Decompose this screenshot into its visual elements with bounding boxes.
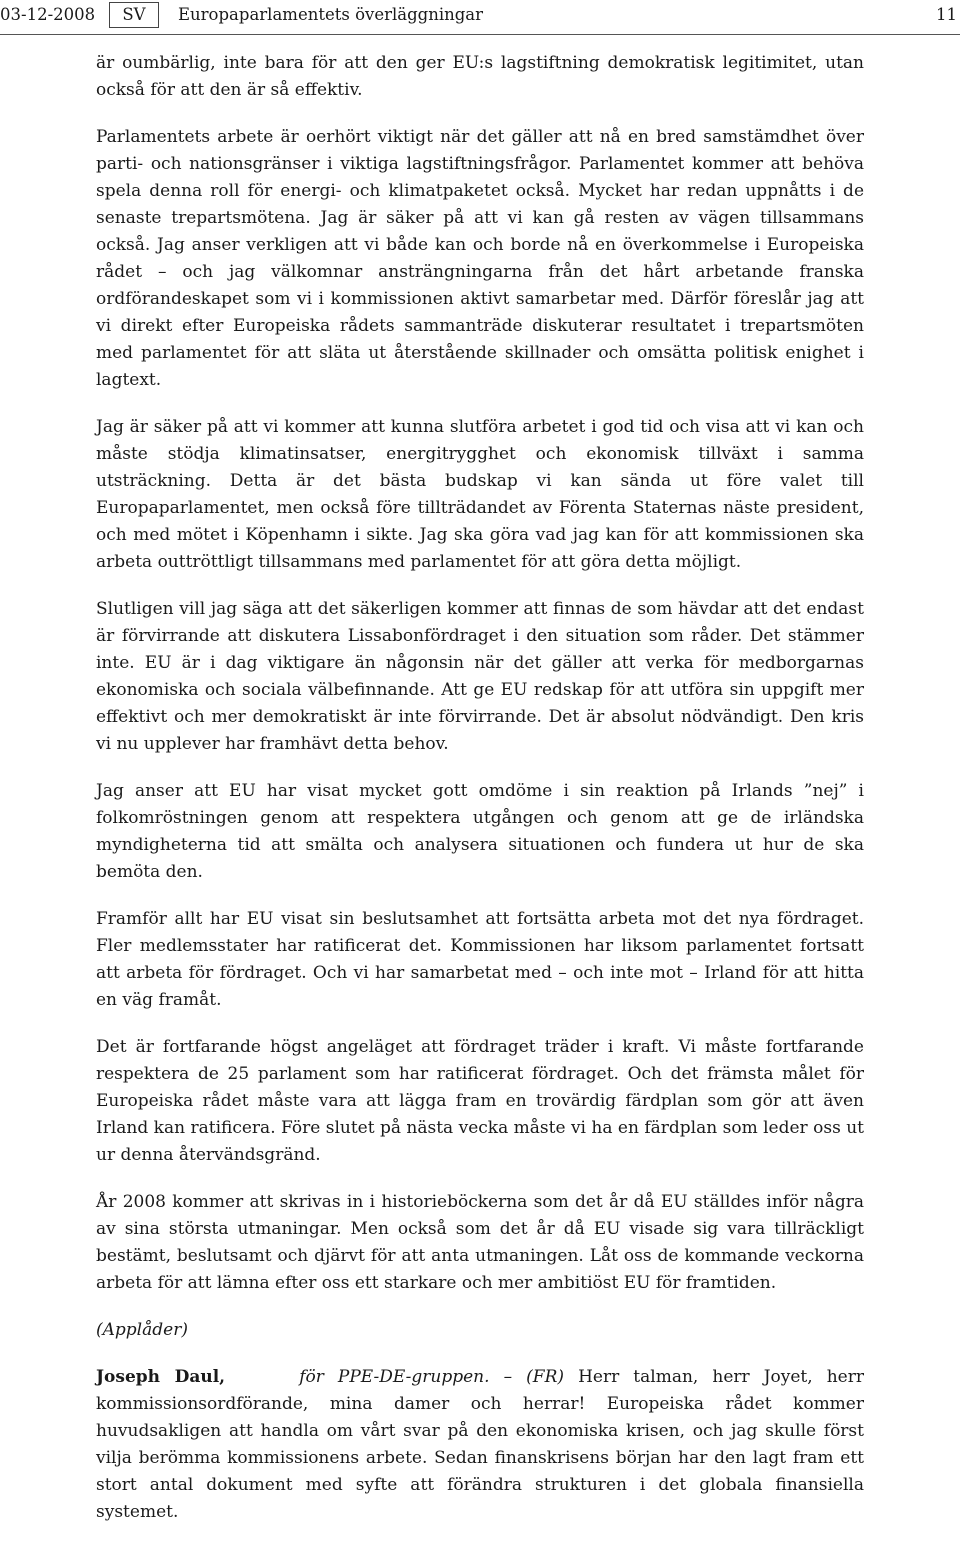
language-badge: SV	[109, 2, 159, 28]
paragraph: Det är fortfarande högst angeläget att fördraget träder i kraft. Vi måste fortfarande respektera de 25 parlament som har ratificerat fördraget. Och det främsta målet för Europeiska rådet måste vara att lägga fram en trovärdig färdplan som gör att även Irland kan ratificera. Före slutet på nästa vecka måste vi ha en färdplan som leder oss ut ur denna återvändsgränd.	[96, 1037, 864, 1165]
paragraph: Jag anser att EU har visat mycket gott omdöme i sin reaktion på Irlands ”nej” i folkomröstningen genom att respektera utgången och genom att ge de irländska myndigheterna tid att smälta och analysera situationen och fundera ut hur de ska bemöta den.	[96, 781, 864, 882]
speech-paragraph	[96, 1364, 864, 1526]
paragraph: Jag är säker på att vi kommer att kunna slutföra arbetet i god tid och visa att vi kan och måste stödja klimatinsatser, energitrygghet och ekonomisk tillväxt i samma utsträckning. Detta är det bästa budskap vi kan sända ut före valet till Europaparlamentet, men också före tillträdandet av Förenta Staternas näste president, och med mötet i Köpenhamn i sikte. Jag ska göra vad jag kan för att kommissionen ska arbeta outtröttligt tillsammans med parlamentet för att göra detta möjligt.	[96, 417, 864, 572]
page-number: 11	[936, 5, 957, 24]
header-date: 03-12-2008	[0, 5, 96, 24]
speaker-name: Joseph Daul,	[96, 1367, 226, 1387]
paragraph: År 2008 kommer att skrivas in i historieböckerna som det år då EU ställdes inför några av sina största utmaningar. Men också som det år då EU visade sig vara tillräckligt bestämt, beslutsamt och djärvt för att anta utmaningen. Låt oss de kommande veckorna arbeta för att lämna efter oss ett starkare och mer ambitiöst EU för framtiden.	[96, 1192, 864, 1293]
header-title: Europaparlamentets överläggningar	[178, 5, 484, 24]
paragraph: Slutligen vill jag säga att det säkerligen kommer att finnas de som hävdar att det endast är förvirrande att diskutera Lissabonfördraget i den situation som råder. Det stämmer inte. EU är i dag viktigare än någonsin när det gäller att verka för medborgarnas ekonomiska och sociala välbefinnande. Att ge EU redskap för att utföra sin uppgift mer effektivt och mer demokratiskt är inte förvirrande. Det är absolut nödvändigt. Den kris vi nu upplever har framhävt detta behov.	[96, 599, 864, 754]
paragraph: Parlamentets arbete är oerhört viktigt när det gäller att nå en bred samstämdhet över parti- och nationsgränser i viktiga lagstiftningsfrågor. Parlamentet kommer att behöva spela denna roll för energi- och klimatpaketet också. Mycket har redan uppnåtts i de senaste trepartsmötena. Jag är säker på att vi kan gå resten av vägen tillsammans också. Jag anser verkligen att vi både kan och borde nå en överkommelse i Europeiska rådet – och jag välkomnar ansträngningarna från det hårt arbetande franska ordförandeskapet som vi i kommissionen aktivt samarbetar med. Därför föreslår jag att vi direkt efter Europeiska rådets sammanträde diskuterar resultatet i trepartsmöten med parlamentet för att släta ut återstående skillnader och omsätta politisk enighet i lagtext.	[96, 127, 864, 390]
document-body	[96, 50, 864, 1546]
applause-note: (Applåder)	[96, 1320, 188, 1340]
paragraph: Framför allt har EU visat sin beslutsamhet att fortsätta arbeta mot det nya fördraget. Fler medlemsstater har ratificerat det. Kommissionen har liksom parlamentet fortsatt att arbeta för fördraget. Och vi har samarbetat med – och inte mot – Irland för att hitta en väg framåt.	[96, 909, 864, 1010]
speech-text: Herr talman, herr Joyet, herr kommissionsordförande, mina damer och herrar! Europeiska rådet kommer huvudsakligen att handla om vårt svar på den ekonomiska krisen, och jag skulle först vilja berömma kommissionens arbete. Sedan finanskrisens början har den lagt fram ett stort antal dokument med syfte att förändra strukturen i det globala finansiella systemet.	[96, 1367, 864, 1522]
speaker-group: för PPE-DE-gruppen. – (FR)	[299, 1367, 564, 1387]
page-header	[0, 0, 960, 35]
paragraph: är oumbärlig, inte bara för att den ger EU:s lagstiftning demokratisk legitimitet, utan också för att den är så effektiv.	[96, 53, 864, 100]
